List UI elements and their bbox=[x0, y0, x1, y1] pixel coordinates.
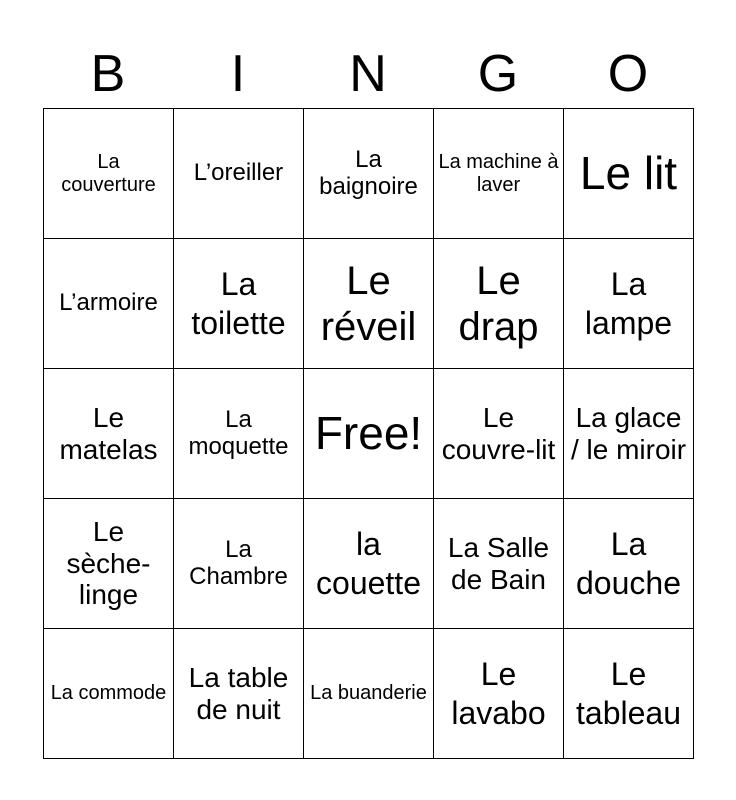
header-letter-i: I bbox=[230, 45, 246, 103]
bingo-cell[interactable]: La moquette bbox=[174, 369, 304, 499]
bingo-cell[interactable]: La table de nuit bbox=[174, 629, 304, 759]
bingo-cell[interactable]: Le matelas bbox=[44, 369, 174, 499]
bingo-row bbox=[44, 629, 694, 759]
bingo-cell[interactable]: La douche bbox=[564, 499, 694, 629]
bingo-cell[interactable]: La toilette bbox=[174, 239, 304, 369]
bingo-row bbox=[44, 499, 694, 629]
bingo-cell[interactable]: Le lavabo bbox=[434, 629, 564, 759]
header-letter-n: N bbox=[349, 45, 387, 103]
header-letter-g: G bbox=[477, 45, 519, 103]
bingo-cell[interactable]: Le sèche-linge bbox=[44, 499, 174, 629]
bingo-cell[interactable]: Le réveil bbox=[304, 239, 434, 369]
bingo-header bbox=[43, 40, 693, 108]
bingo-row bbox=[44, 369, 694, 499]
header-letter-b: B bbox=[90, 45, 126, 103]
bingo-row bbox=[44, 109, 694, 239]
bingo-cell[interactable]: la couette bbox=[304, 499, 434, 629]
bingo-cell[interactable]: L’armoire bbox=[44, 239, 174, 369]
bingo-card bbox=[43, 108, 694, 759]
bingo-cell[interactable]: La Chambre bbox=[174, 499, 304, 629]
bingo-cell[interactable]: Le lit bbox=[564, 109, 694, 239]
bingo-row bbox=[44, 239, 694, 369]
bingo-cell[interactable]: La machine à laver bbox=[434, 109, 564, 239]
bingo-cell[interactable]: L’oreiller bbox=[174, 109, 304, 239]
bingo-cell[interactable]: Le couvre-lit bbox=[434, 369, 564, 499]
bingo-cell[interactable]: La buanderie bbox=[304, 629, 434, 759]
bingo-cell[interactable]: La glace / le miroir bbox=[564, 369, 694, 499]
bingo-cell[interactable]: La lampe bbox=[564, 239, 694, 369]
bingo-cell[interactable]: Le tableau bbox=[564, 629, 694, 759]
bingo-cell[interactable]: La Salle de Bain bbox=[434, 499, 564, 629]
bingo-cell[interactable]: Le drap bbox=[434, 239, 564, 369]
header-letter-o: O bbox=[607, 45, 649, 103]
bingo-cell[interactable]: La baignoire bbox=[304, 109, 434, 239]
bingo-cell[interactable]: La commode bbox=[44, 629, 174, 759]
free-space-cell[interactable]: Free! bbox=[304, 369, 434, 499]
bingo-cell[interactable]: La couverture bbox=[44, 109, 174, 239]
